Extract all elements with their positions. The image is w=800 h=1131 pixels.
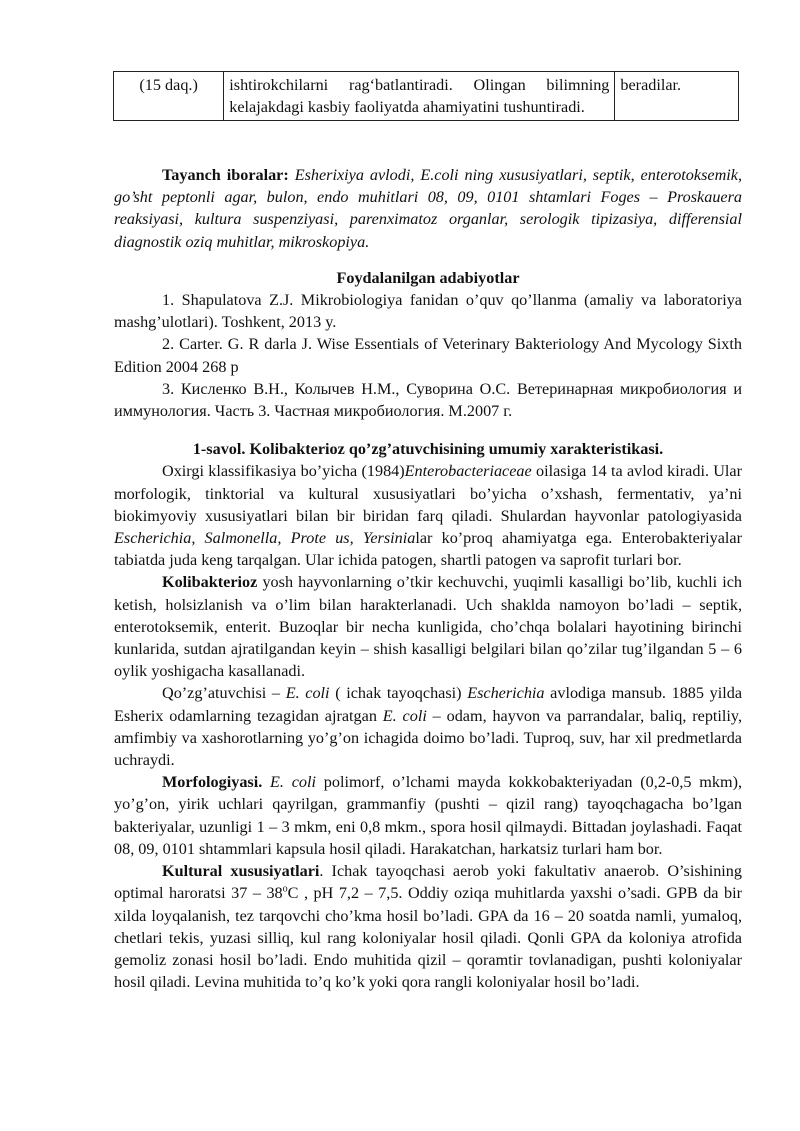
paragraph-morphology: [114, 771, 742, 860]
key-terms-paragraph: [114, 164, 742, 253]
table-cell-time: (15 daq.): [114, 72, 224, 121]
superscript: o: [282, 883, 288, 895]
lesson-plan-table: [113, 71, 739, 121]
bold-term: Kultural xususiyatlari: [162, 862, 320, 881]
paragraph-pathogen: [114, 682, 742, 771]
table-row: [114, 72, 739, 121]
document-body: [114, 164, 742, 993]
text-span: – odam, hayvon va parrandalar, baliq, reptiliy, amfimbiy va xashorotlarning yo’g’on ichagida doimo bo’ladi. Tuproq, suv, har xil predmetlarda uchraydi.: [114, 706, 742, 770]
text-span: Qo’zg’atuvchisi –: [162, 684, 286, 703]
text-span: Oxirgi klassifikasiya bo’yicha (1984): [162, 462, 405, 481]
italic-span: Enterobacteriaceae: [404, 462, 532, 481]
key-terms-text: Esherixiya avlodi, E.coli ning xususiyatlari, septik, enterotoksemik, go’sht peptonli agar, bulon, endo muhitlari 08, 09, 0101 shtamlari Foges – Proskauera reaksiyasi, kultura suspenziyasi, parenximatoz organlar, serologik tipizasiya, differensial diagnostik oziq muhitlar, mikroskopiya.: [114, 166, 742, 251]
table-cell-activity: ishtirokchilarni rag‘batlantiradi. Olingan bilimning kelajakdagi kasbiy faoliyatda ahamiyatini tushuntiradi.: [224, 72, 615, 121]
italic-span: E. coli: [382, 706, 427, 725]
italic-span: Escherichia, Salmonella, Prote us, Yersinia: [114, 529, 416, 548]
text-span: yosh hayvonlarning o’tkir kechuvchi, yuqimli kasalligi bo’lib, kuchli ich ketish, holsizlanish va o’lim bilan harakterlanadi. Uch shaklda namoyon bo’ladi – septik, enterotoksemik, enterit. Buzoqlar bir necha kunligida, cho’chqa bolalari hayotining birinchi kunlarida, sutdan ajratilgandan keyin – shish kasalligi belgilari bilan qo’zilar tug’ilgandan 5 – 6 oylik yoshigacha kasallanadi.: [114, 573, 742, 681]
key-terms-label: Tayanch iboralar:: [162, 166, 289, 184]
italic-span: E. coli: [262, 773, 317, 792]
bold-term: Kolibakterioz: [162, 573, 258, 592]
reference-item: 2. Carter. G. R darla J. Wise Essentials of Veterinary Bakteriology And Mycology Sixth Edition 2004 268 p: [114, 335, 742, 376]
paragraph-kolibakterioz: [114, 571, 742, 682]
section-heading-text: 1-savol. Kolibakterioz qo’zg’atuvchisining umumiy xarakteristikasi.: [192, 440, 664, 459]
references-heading: [114, 267, 742, 289]
text-span: . Ichak tayoqchasi aerob yoki fakultativ anaerob. O’sishining optimal haroratsi 37 – 38: [114, 862, 742, 903]
text-span: lar ko’proq ahamiyatga ega. Enterobakteriyalar tabiatda juda keng tarqalgan. Ular ichida patogen, shartli patogen va saprofit turlari bor.: [114, 529, 742, 570]
text-span: oilasiga 14 ta avlod kiradi. Ular morfologik, tinktorial va kultural xususiyatlari bo’yicha o’xshash, fermentativ, ya’ni biokimyoviy xususiyatlari bilan bir biridan farq qiladi. Shulardan hayvonlar patologiyasida: [114, 462, 743, 525]
italic-span: E. coli: [285, 684, 330, 703]
italic-span: Escherichia: [467, 684, 545, 703]
reference-item: 3. Кисленко В.Н., Колычев Н.М., Суворина О.С. Ветеринарная микробиология и иммунология. Часть 3. Частная микробиология. М.2007 г.: [114, 379, 742, 421]
reference-item: 1. Shapulatova Z.J. Mikrobiologiya fanidan o’quv qo’llanma (amaliy va laboratoriya mashg’ulotlari). Toshkent, 2013 y.: [114, 291, 742, 332]
text-span: C , pH 7,2 – 7,5. Oddiy oziqa muhitlarda yaxshi o’sadi. GPB da bir xilda loyqalanish, tez tarqovchi cho’kma hosil bo’ladi. GPA da 16 – 20 soatda namli, yumaloq, chetlari tekis, yuzasi silliq, kul rang koloniyalar hosil qiladi. Qonli GPA da koloniya atrofida gemoliz zonasi hosil bo’ladi. Endo muhitida qizil – qoramtir tovlanadigan, pushti koloniyalar hosil qiladi. Levina muhitida to’q ko’k yoki qora rangli koloniyalar hosil bo’ladi.: [114, 884, 742, 992]
paragraph-classification: [114, 460, 742, 571]
paragraph-cultural: [114, 860, 742, 993]
section-heading: [114, 438, 742, 460]
text-span: polimorf, o’lchami mayda kokkobakteriyadan (0,2-0,5 mkm), yo’g’on, yirik uchlari qayrilgan, grammanfiy (pushti – qizil rang) tayoqchagacha bo’lgan bakteriyalar, uzunligi 1 – 3 mkm, eni 0,8 mkm., spora hosil qilmaydi. Bittadan joylashadi. Faqat 08, 09, 0101 shtammlari kapsula hosil qiladi. Harakatchan, harkatsiz turlari ham bor.: [114, 773, 743, 858]
table-cell-student-activity: beradilar.: [615, 72, 739, 121]
text-span: avlodiga mansub. 1885 yilda Esherix odamlarning tezagidan ajratgan: [114, 684, 743, 725]
references-heading-text: Foydalanilgan adabiyotlar: [336, 268, 520, 287]
text-span: ( ichak tayoqchasi): [329, 684, 468, 703]
bold-term: Morfologiyasi.: [162, 773, 263, 792]
